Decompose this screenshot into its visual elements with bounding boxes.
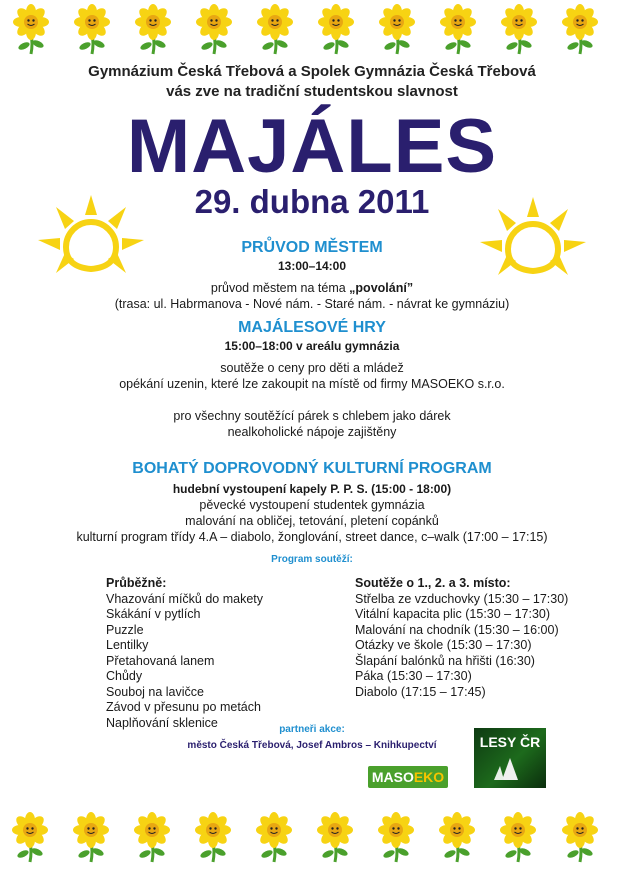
- list-item: Chůdy: [106, 669, 143, 683]
- pruvod-theme: „povolání”: [349, 281, 414, 295]
- invitation-header: [0, 62, 624, 102]
- hry-line: nealkoholické nápoje zajištěny: [227, 425, 397, 439]
- pruvod-route: (trasa: ul. Habrmanova - Nové nám. - Staré nám. - návrat ke gymnáziu): [114, 297, 510, 311]
- contest-list-title: Soutěže o 1., 2. a 3. místo:: [355, 576, 511, 590]
- list-item: Páka (15:30 – 17:30): [355, 669, 472, 683]
- flower-icon: [255, 4, 295, 56]
- flower-row-bottom: [0, 812, 624, 864]
- list-item: Vhazování míčků do makety: [106, 591, 264, 606]
- list-item: Souboj na lavičce: [106, 684, 204, 699]
- flower-icon: [560, 812, 600, 864]
- masoeko-logo: [368, 766, 448, 788]
- hry-line: pro všechny soutěžící párek s chlebem jako dárek: [173, 409, 451, 423]
- contest-list-title: Průběžně:: [106, 576, 167, 590]
- pruvod-text: průvod městem na téma: [210, 281, 350, 295]
- flower-icon: [498, 812, 538, 864]
- list-item: Skákání v pytlích: [106, 607, 201, 621]
- list-item: Lentilky: [106, 638, 149, 652]
- flower-icon: [315, 812, 355, 864]
- list-item: Naplňování sklenice: [106, 715, 218, 730]
- logo-text: MASO: [371, 769, 414, 785]
- flower-icon: [499, 4, 539, 56]
- flower-icon: [254, 812, 294, 864]
- list-item: Přetahovaná lanem: [106, 653, 215, 668]
- hry-line: opékání uzenin, které lze zakoupit na místě od firmy MASOEKO s.r.o.: [119, 377, 505, 391]
- section-pruvod: [0, 238, 624, 312]
- section-heading: PRŮVOD MĚSTEM: [241, 239, 383, 256]
- list-item: Střelba ze vzduchovky (15:30 – 17:30): [355, 591, 569, 606]
- flower-icon: [133, 4, 173, 56]
- partners-names: město Česká Třebová, Josef Ambros – Knihkupectví: [187, 740, 437, 751]
- logo-text: LESY ČR: [479, 734, 541, 750]
- flower-icon: [560, 4, 600, 56]
- flower-icon: [194, 4, 234, 56]
- list-item: Šlapání balónků na hřišti (16:30): [355, 653, 535, 668]
- contest-list-ranked: [355, 576, 568, 700]
- pruvod-theme-line: [0, 280, 624, 296]
- list-item: Vitální kapacita plic (15:30 – 17:30): [355, 607, 551, 621]
- flower-icon: [437, 812, 477, 864]
- list-item: Závod v přesunu po metách: [106, 700, 261, 714]
- section-heading: BOHATÝ DOPROVODNÝ KULTURNÍ PROGRAM: [132, 460, 492, 477]
- section-time: 15:00–18:00 v areálu gymnázia: [224, 339, 400, 353]
- list-item: Diabolo (17:15 – 17:45): [355, 684, 486, 699]
- program-line: malování na obličej, tetování, pletení copánků: [185, 514, 439, 528]
- section-time: 13:00–14:00: [277, 259, 347, 273]
- flower-icon: [377, 4, 417, 56]
- contest-program-heading: Program soutěží:: [271, 554, 353, 565]
- flower-icon: [438, 4, 478, 56]
- section-program: [0, 459, 624, 545]
- flower-icon: [10, 812, 50, 864]
- logo-text: EKO: [413, 769, 445, 785]
- contest-list-ongoing: [106, 576, 263, 731]
- flower-icon: [193, 812, 233, 864]
- flower-icon: [11, 4, 51, 56]
- organizers-line: Gymnázium Česká Třebová a Spolek Gymnázia Česká Třebová: [88, 63, 536, 80]
- flower-icon: [316, 4, 356, 56]
- list-item: Otázky ve škole (15:30 – 17:30): [355, 638, 532, 652]
- flower-row-top: [0, 4, 624, 56]
- lesy-tree-icon: [474, 728, 546, 788]
- flower-icon: [72, 4, 112, 56]
- flower-icon: [376, 812, 416, 864]
- section-heading: MAJÁLESOVÉ HRY: [238, 319, 386, 336]
- hry-line: soutěže o ceny pro děti a mládež: [220, 361, 404, 375]
- event-title: MAJÁLES: [126, 104, 498, 189]
- lesy-cr-logo: [474, 728, 546, 788]
- program-band: hudební vystoupení kapely P. P. S. (15:00 - 18:00): [172, 482, 452, 496]
- section-hry: [0, 318, 624, 440]
- partners-heading: partneři akce:: [279, 724, 345, 735]
- invitation-line: vás zve na tradiční studentskou slavnost: [166, 83, 458, 100]
- list-item: Puzzle: [106, 622, 144, 637]
- program-line: kulturní program třídy 4.A – diabolo, žonglování, street dance, c–walk (17:00 – 17:15): [76, 530, 548, 544]
- event-date: 29. dubna 2011: [194, 183, 430, 220]
- flower-icon: [71, 812, 111, 864]
- list-item: Malování na chodník (15:30 – 16:00): [355, 622, 559, 637]
- flower-icon: [132, 812, 172, 864]
- program-line: pěvecké vystoupení studentek gymnázia: [199, 498, 425, 512]
